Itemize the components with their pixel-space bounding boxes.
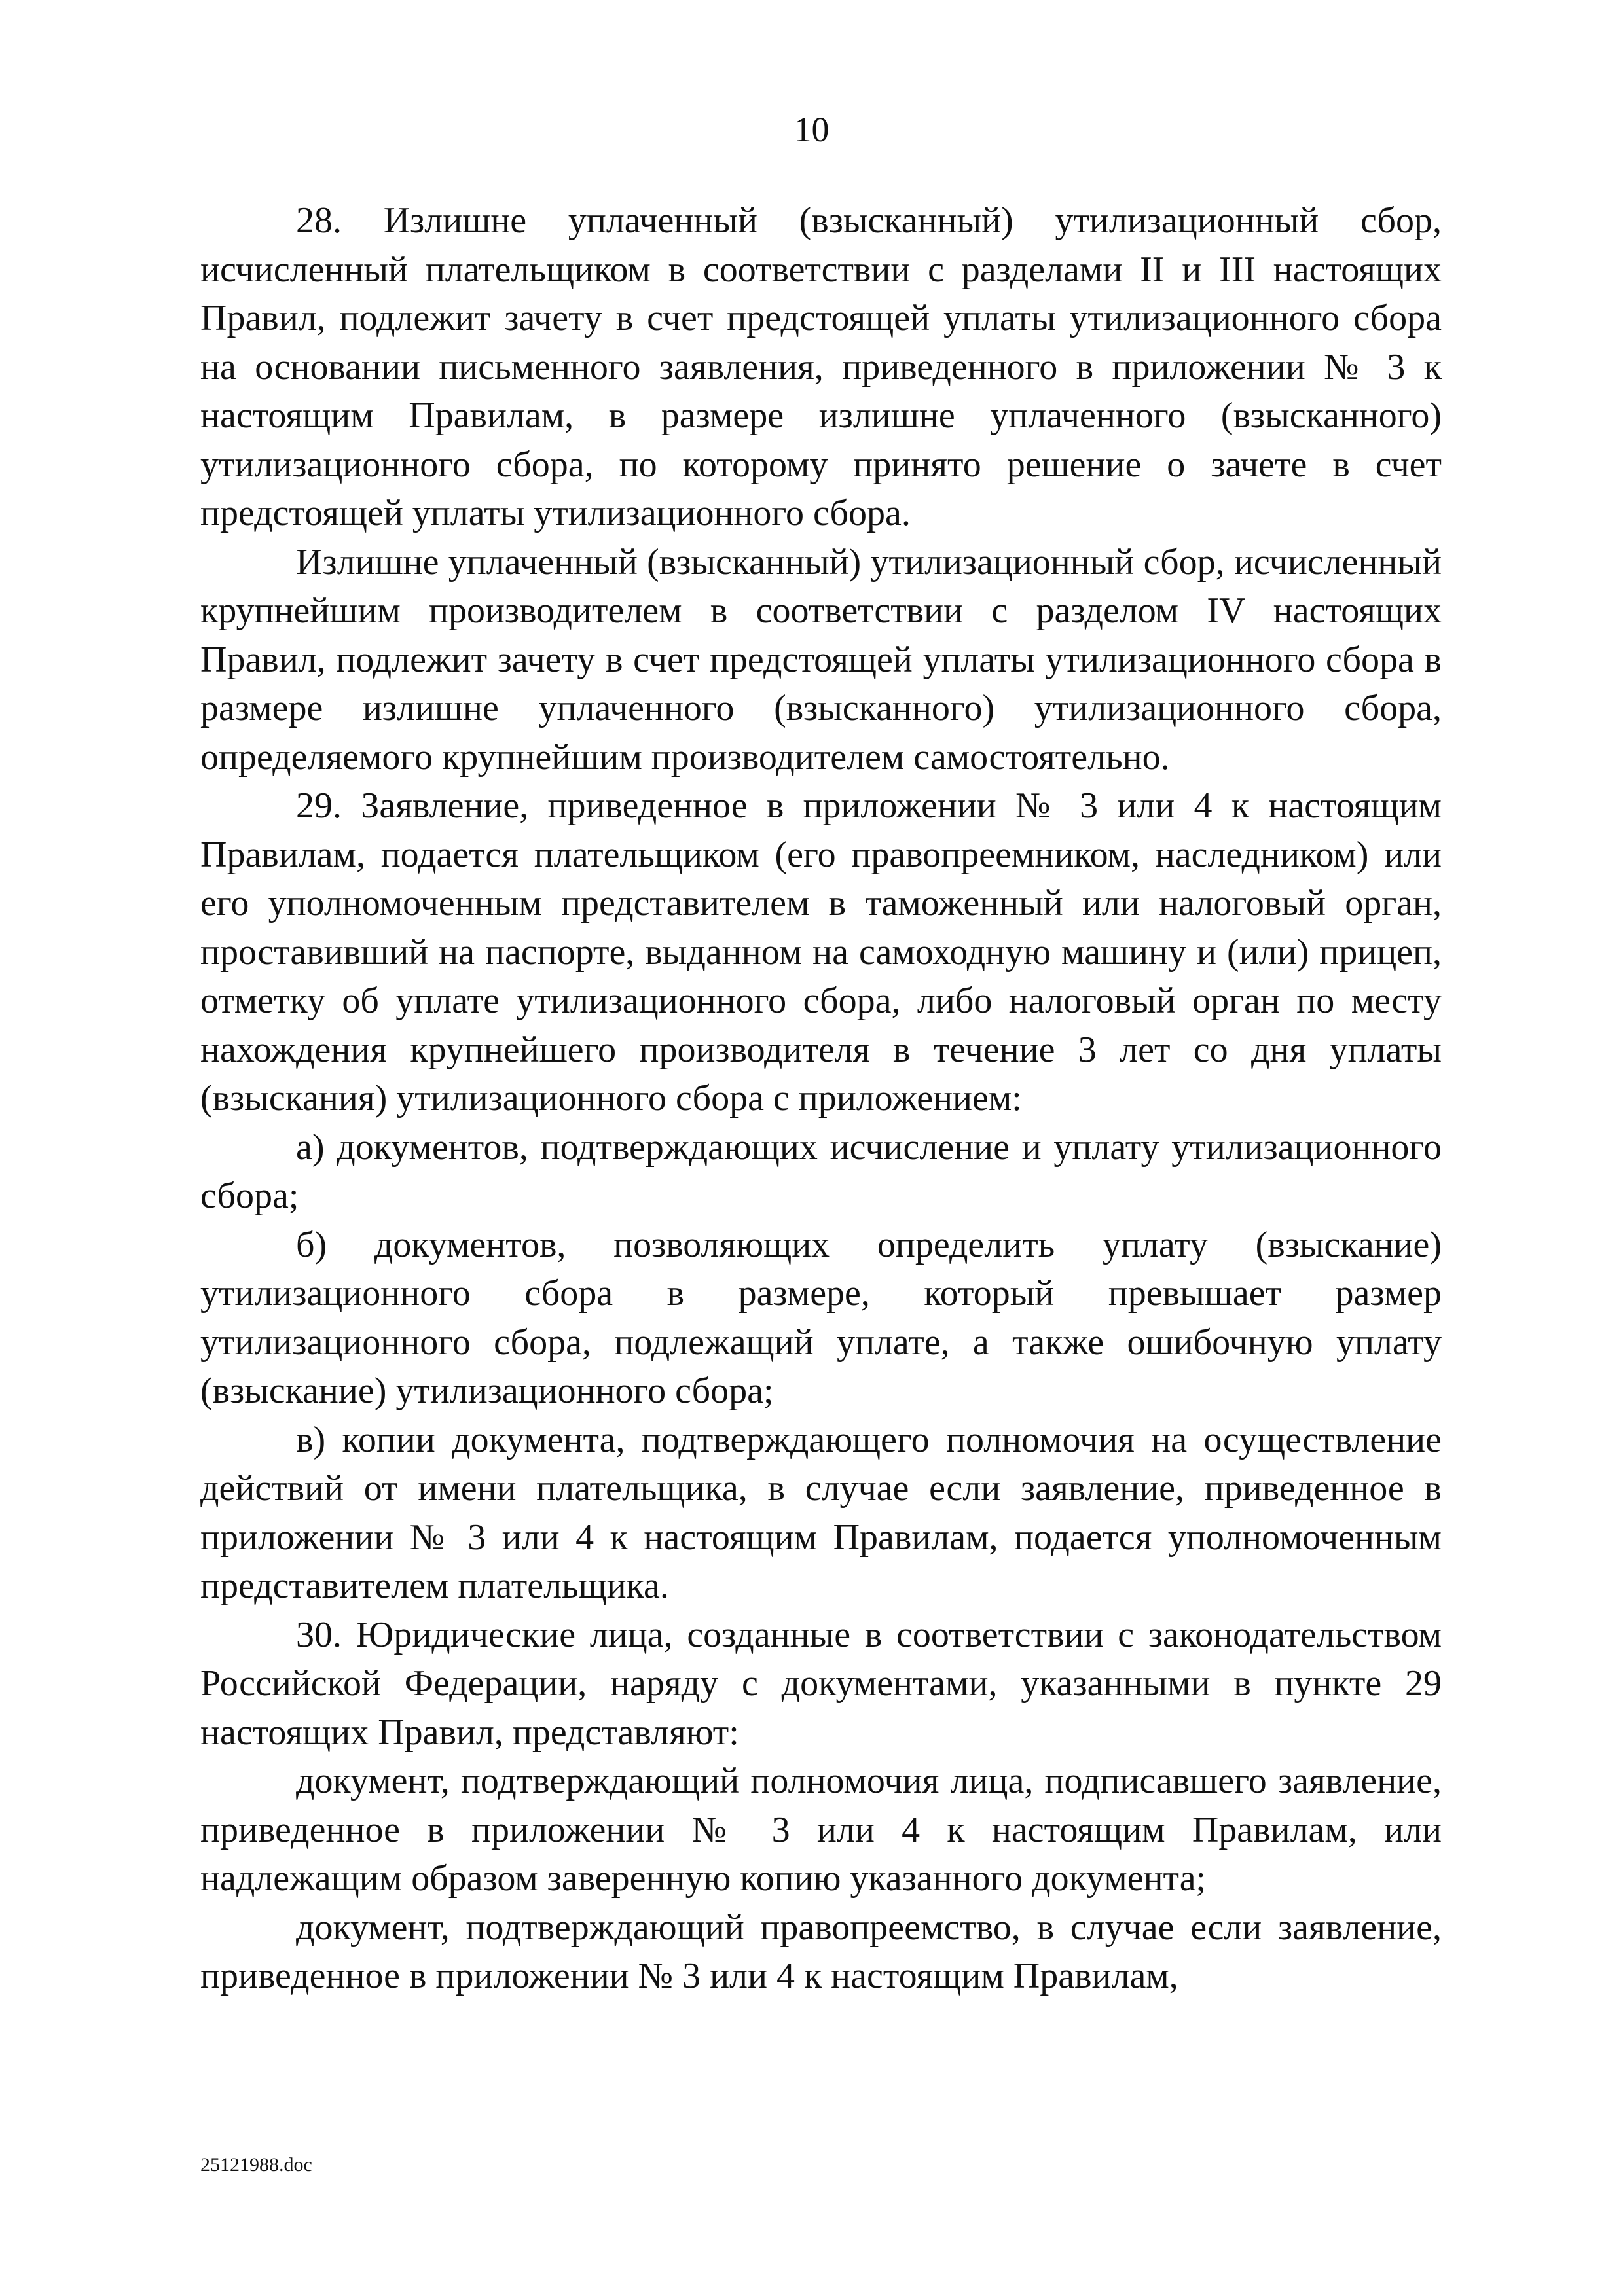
paragraph-28: 28. Излишне уплаченный (взысканный) утилизационный сбор, исчисленный плательщиком в соответствии с разделами II и III настоящих Правил, подлежит зачету в счет предстоящей уплаты утилизационного сбора на основании письменного заявления, приведенного в приложении № 3 к настоящим Правилам, в размере излишне уплаченного (взысканного) утилизационного сбора, по которому принято решение о зачете в счет предстоящей уплаты утилизационного сбора. xyxy=(200,200,1442,533)
paragraph-29-item-v: в) копии документа, подтверждающего полномочия на осуществление действий от имени плательщика, в случае если заявление, приведенное в приложении № 3 или 4 к настоящим Правилам, подается уполномоченным представителем плательщика. xyxy=(200,1419,1442,1606)
page-number: 10 xyxy=(793,110,830,149)
file-reference: 25121988.doc xyxy=(200,2154,312,2176)
paragraph-28-continued: Излишне уплаченный (взысканный) утилизационный сбор, исчисленный крупнейшим производителем в соответствии с разделом IV настоящих Правил, подлежит зачету в счет предстоящей уплаты утилизационного сбора в размере излишне уплаченного (взысканного) утилизационного сбора, определяемого крупнейшим производителем самостоятельно. xyxy=(200,541,1442,778)
paragraph-30-item-2: документ, подтверждающий правопреемство, в случае если заявление, приведенное в приложении № 3 или 4 к настоящим Правилам, xyxy=(200,1907,1442,1996)
paragraph-30: 30. Юридические лица, созданные в соответствии с законодательством Российской Федерации, наряду с документами, указанными в пункте 29 настоящих Правил, представляют: xyxy=(200,1614,1442,1753)
paragraph-29-item-a: а) документов, подтверждающих исчисление и уплату утилизационного сбора; xyxy=(200,1126,1442,1216)
paragraph-29: 29. Заявление, приведенное в приложении № 3 или 4 к настоящим Правилам, подается плательщиком (его правопреемником, наследником) или его уполномоченным представителем в таможенный или налоговый орган, проставивший на паспорте, выданном на самоходную машину и (или) прицеп, отметку об уплате утилизационного сбора, либо налоговый орган по месту нахождения крупнейшего производителя в течение 3 лет со дня уплаты (взыскания) утилизационного сбора с приложением: xyxy=(200,785,1442,1119)
paragraph-30-item-1: документ, подтверждающий полномочия лица, подписавшего заявление, приведенное в приложении № 3 или 4 к настоящим Правилам, или надлежащим образом заверенную копию указанного документа; xyxy=(200,1761,1442,1899)
document-body xyxy=(200,196,1442,2001)
paragraph-29-item-b: б) документов, позволяющих определить уплату (взыскание) утилизационного сбора в размере, который превышает размер утилизационного сбора, подлежащий уплате, а также ошибочную уплату (взыскание) утилизационного сбора; xyxy=(200,1224,1442,1411)
